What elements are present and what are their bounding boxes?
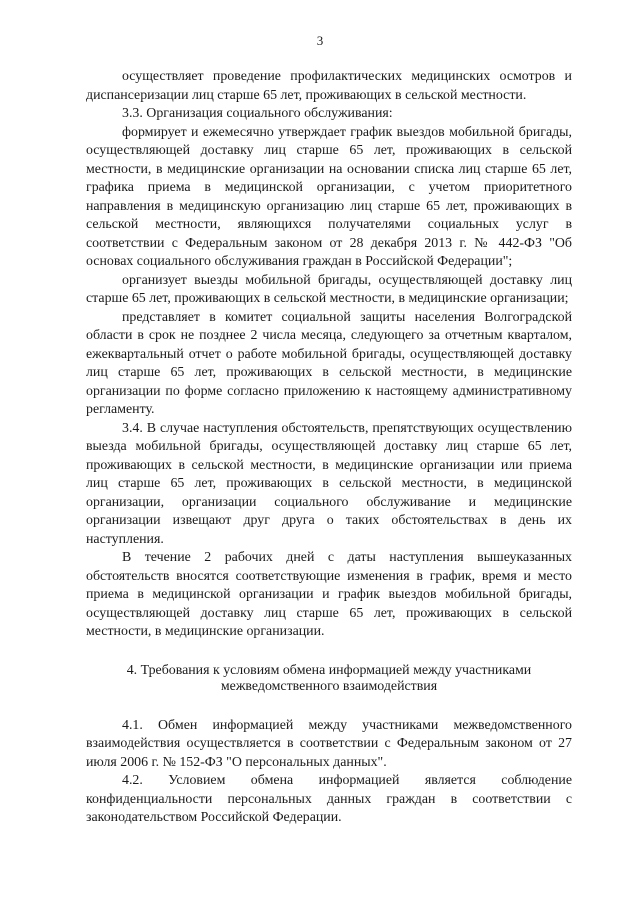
section-title-line-2: межведомственного взаимодействия [220,678,438,694]
paragraph-schedule: формирует и ежемесячно утверждает график выездов мобильной бригады, осуществляющей доставку лиц старше 65 лет, проживающих в сельской местности, в медицинские организации на основании списка лиц старше 65 лет, графика приема в медицинской организации, с учетом приоритетного направления в медицинскую организацию лиц старше 65 лет, проживающих в сельской местности, являющихся получателями социальных услуг в соответствии с Федеральным законом от 28 декабря 2013 г. № 442-ФЗ "Об основах социального обслуживания граждан в Российской Федерации"; [86,124,572,269]
page-number: 3 [316,33,324,48]
section-4-title [86,663,572,695]
document-body [86,68,572,828]
paragraph-organizes-trips: организует выезды мобильной бригады, осуществляющей доставку лиц старше 65 лет, проживающих в сельской местности, в медицинские организации; [86,272,572,306]
paragraph-4-2: 4.2. Условием обмена информацией является соблюдение конфиденциальности персональных данных граждан в соответствии с законодательством Российской Федерации. [86,773,572,825]
paragraph-3-4: 3.4. В случае наступления обстоятельств, препятствующих осуществлению выезда мобильной бригады, осуществляющей доставку лиц старше 65 лет, проживающих в сельской местности, в медицинские организации или приема лиц старше 65 лет, проживающих в сельской местности, в медицинской организации, организации социального обслуживание и медицинские организации извещают друг друга о таких обстоятельствах в день их наступления. [86,420,572,547]
paragraph-3-3-heading: 3.3. Организация социального обслуживания: [122,106,393,121]
section-title-line-1: 4. Требования к условиям обмена информацией между участниками [126,662,532,678]
paragraph-report: представляет в комитет социальной защиты населения Волгоградской области в срок не позднее 2 числа месяца, следующего за отчетным кварталом, ежеквартальный отчет о работе мобильной бригады, осуществляющей доставку лиц старше 65 лет, проживающих в сельской местности, в медицинские организации по форме согласно приложению к настоящему административному регламенту. [86,309,572,417]
paragraph-examinations: осуществляет проведение профилактических медицинских осмотров и диспансеризации лиц старше 65 лет, проживающих в сельской местности. [86,69,572,103]
paragraph-4-1: 4.1. Обмен информацией между участниками межведомственного взаимодействия осуществляется в соответствии с Федеральным законом от 27 июля 2006 г. № 152-ФЗ "О персональных данных". [86,717,572,770]
paragraph-changes: В течение 2 рабочих дней с даты наступления вышеуказанных обстоятельств вносятся соответствующие изменения в график, время и место приема в медицинской организации и график выездов мобильной бригады, осуществляющей доставку лиц старше 65 лет, проживающих в сельской местности, в медицинские организации. [86,550,572,639]
